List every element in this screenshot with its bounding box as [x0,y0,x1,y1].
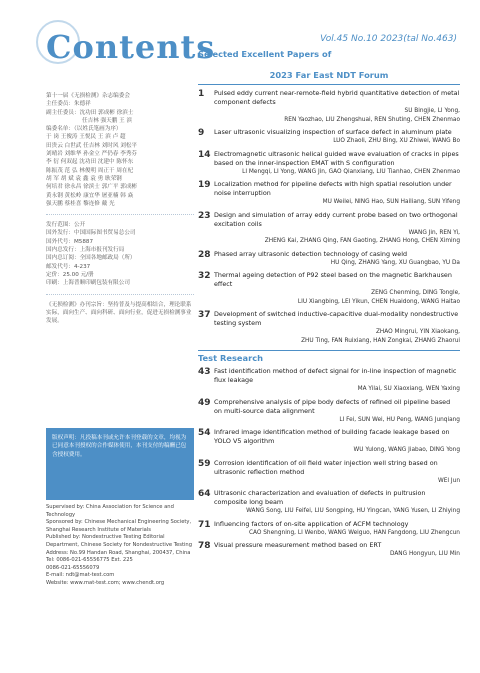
english-line: 0086-021-65556079 [46,564,100,571]
toc-entry [198,367,460,394]
committee-vice: 副主任委员：沈功田 郭成彬 徐滨士 [46,109,134,116]
member-line: 强天鹏 蔡桂喜 黎连修 戴 光 [46,200,115,207]
left-column [46,92,194,325]
english-line: Supervised by: China Association for Science and Technology [46,504,174,518]
forum-papers [198,89,460,345]
article-title: Development of switched inductive-capacitive dual-modality nondestructive testing system [214,310,459,327]
toc-entry [198,271,460,306]
article-authors: WU Yulong, WANG Jiabao, DING Yong [353,447,460,453]
page-number: 19 [198,180,211,190]
article-authors: DANG Hongyun, LIU Min [389,551,460,557]
article-authors: WEI Jun [437,477,460,484]
divider [46,294,194,295]
mission-statement: 《无损检测》办刊宗旨：坚持普及与提高相结合，理论联系实际，面向生产、面向科研、面向行业，促进无损检测事业发展。 [46,301,192,325]
english-line: Published by: Nondestructive Testing Editorial Department, Chinese Society for Nondestructive Testing [46,534,193,548]
article-authors: LI Mengqi, LI Yong, WANG Jin, GAO Qianxiang, LIU Tianhao, CHEN Zhenmao [242,168,460,175]
publication-line: 国内总订阅：全国各地邮政局（所） [46,255,136,262]
publication-line: 印刷：上海普顺印刷包装有限公司 [46,280,130,287]
test-research-heading: Test Research [198,353,264,363]
article-title: Thermal ageing detection of P92 steel based on the magnetic Barkhausen effect [214,271,452,288]
page-number: 54 [198,428,211,438]
volume-info: Vol.45 No.10 2023(tal No.463) [320,34,457,44]
article-authors: ZHAO Mingrui, YIN Xiaokang, [375,329,460,335]
toc-entry [198,520,460,538]
toc-entry [198,150,460,177]
member-line: 黄永钢 黄松岭 康宜华 屠亚楠 韩 焱 [46,192,134,199]
divider [46,214,194,215]
publication-line: 国内总发行：上海市报刊发行局 [46,247,125,254]
page-number: 59 [198,458,211,469]
toc-entry [198,541,460,559]
test-research-papers [198,367,460,559]
committee-section [46,92,194,208]
member-line: 李 衍 何双起 沈功田 沈建中 陈怀东 [46,159,134,166]
article-authors: LUO Zhaoli, ZHU Bing, XU Zhiwei, WANG Bo [333,138,460,144]
page-number: 1 [198,89,205,99]
publication-line: 发行范围：公开 [46,222,86,229]
article-authors: CAO Shengning, LI Wenbo, WANG Weiguo, HAN Fangdong, LIU Zhengcun [248,529,460,536]
article-authors: ZENG Chenming, DING Tongle, [371,290,460,296]
page-number: 71 [198,519,211,530]
article-title: Infrared image identification method of building facade leakage based on YOLO V5 algorithm [214,428,450,445]
publication-line: 国外发行：中国国际图书贸易总公司 [46,230,136,237]
english-line: Sponsored by: Chinese Mechanical Engineering Society, Shanghai Research Institute of Materials [46,519,192,533]
article-title: Visual pressure measurement method based on ERT [214,541,382,549]
page-number: 32 [198,271,211,281]
toc-entry [198,489,460,516]
english-line: E-mail: ndt@mat-test.com [46,572,115,579]
page-number: 9 [198,128,205,138]
toc-entry [198,89,460,124]
article-authors: WANG Jin, REN Yi, [408,229,460,236]
article-title: Fast identification method of defect signal for in-line inspection of magnetic flux leakage [214,367,457,384]
article-authors-2: ZHENG Kai, ZHANG Qing, FAN Gaoting, ZHANG Hong, CHEN Ximing [264,238,460,244]
page-number: 23 [198,210,211,221]
article-title: Localization method for pipeline defects with high spatial resolution under noise interruption [214,180,452,197]
members-list [46,133,194,208]
table-of-contents [198,44,460,559]
article-authors: MA Yilai, SU Xiaoxiang, WEN Yaxing [357,386,460,392]
article-title: Phased array ultrasonic detection technology of casing weld [214,249,408,258]
toc-entry [198,459,460,486]
page-number: 37 [198,310,211,320]
toc-entry [198,211,460,246]
committee-chief: 主任委员：朱德祥 [46,101,91,108]
page-number: 14 [198,149,211,160]
toc-entry [198,128,460,146]
article-title: Comprehensive analysis of pipe body defects of refined oil pipeline based on multi-source data alignment [214,397,451,415]
article-authors: SU Bingjie, LI Yong, [404,108,460,114]
article-title: Design and simulation of array eddy current probe based on two orthogonal excitation coils [214,210,458,228]
divider [198,350,460,351]
article-title: Pulsed eddy current near-remote-field hybrid quantitative detection of metal component defects [214,89,460,106]
article-authors: WANG Song, LIU Feifei, LIU Songping, HU Yingcan, YANG Yusen, LI Zhiying [246,508,460,514]
publication-line: 邮发代号：4-237 [46,263,91,270]
article-authors: HU Qing, ZHANG Yang, XU Guangbao, YU Da [330,259,460,266]
article-title: Laser ultrasonic visualizing inspection of surface defect in aluminum plate [214,128,452,136]
forum-heading: 2023 Far East NDT Forum [269,70,389,80]
page-number: 28 [198,249,211,260]
english-line: Address: No.99 Handan Road, Shanghai, 200437, China [46,549,191,556]
toc-entry [198,428,460,455]
copyright-text: 版权声明：凡投稿本刊或允许本刊登载的文章，均视为已同意本刊授权的合作媒体使用，本刊支付的稿酬已包含授权费用。 [52,435,187,458]
special-heading: Selected Excellent Papers of [198,49,332,59]
member-line: 何培君 徐永昌 徐滨士 郭广平 郭成彬 [46,184,138,191]
member-line: 刘晴岩 刘维华 孙金立 严仍春 李秀芬 [46,151,138,158]
page-title: Contents [46,28,216,66]
members-title: 编委名单：（以姓氏笔画为序） [46,126,122,133]
page-number: 49 [198,397,211,408]
english-line: Tel: 0086-021-65556775 Ext. 225 [46,557,133,564]
page-number: 64 [198,489,211,499]
article-title: Ultrasonic characterization and evaluation of defects in pultrusion composite long beam [214,489,426,506]
article-authors-2: ZHU Ting, FAN Ruixiang, HAN Zongkai, ZHANG Zhaorui [301,337,460,344]
member-line: 田贵云 白世武 任吉林 刘时风 刘松平 [46,142,138,149]
toc-entry [198,310,460,345]
article-title: Influencing factors of on-site application of ACFM technology [214,519,409,528]
article-title: Electromagnetic ultrasonic helical guided wave evaluation of cracks in pipes based on the inner-inspection EMAT with S configuration [214,149,459,167]
toc-entry [198,398,460,425]
article-authors-2: REN Yaozhao, LIU Zhengshuai, REN Shuting, CHEN Zhenmao [284,116,460,123]
committee-title: 第十一届《无损检测》杂志编委会 [46,93,130,99]
article-authors: LI Fei, SUN Wei, HU Peng, WANG Junqiang [339,416,460,423]
article-title: Corrosion identification of oil field water injection well string based on ultrasonic reflection method [214,458,438,476]
publication-line: 定价：25.00 元/册 [46,271,94,278]
copyright-box [46,428,194,500]
english-line: Website: www.mat-test.com; www.chendt.org [46,579,165,586]
member-line: 于 岗 王俊涛 王悦民 王 滨 卢 超 [46,134,126,141]
article-authors-2: LIU Xiangbing, LEI Yikun, CHEN Huaidong, WANG Haitao [297,298,460,305]
publication-info [46,221,194,287]
toc-entry [198,250,460,268]
toc-entry [198,180,460,207]
article-authors: MU Weilei, NING Hao, SUN Hailiang, SUN Yifeng [322,199,460,205]
member-line: 胡 军 胡 斌 袁 鑫 袁 勇 耿荣钢 [46,175,122,182]
divider [198,84,460,85]
page-number: 43 [198,367,211,377]
english-publisher-info [46,504,194,588]
member-line: 陈振茂 范 弘 林俊明 周正干 周在杞 [46,167,134,174]
page-number: 78 [198,541,211,551]
publication-line: 国外代号：M5887 [46,238,94,245]
committee-vice-2: 任吉林 强天鹏 王 滨 [82,117,133,124]
